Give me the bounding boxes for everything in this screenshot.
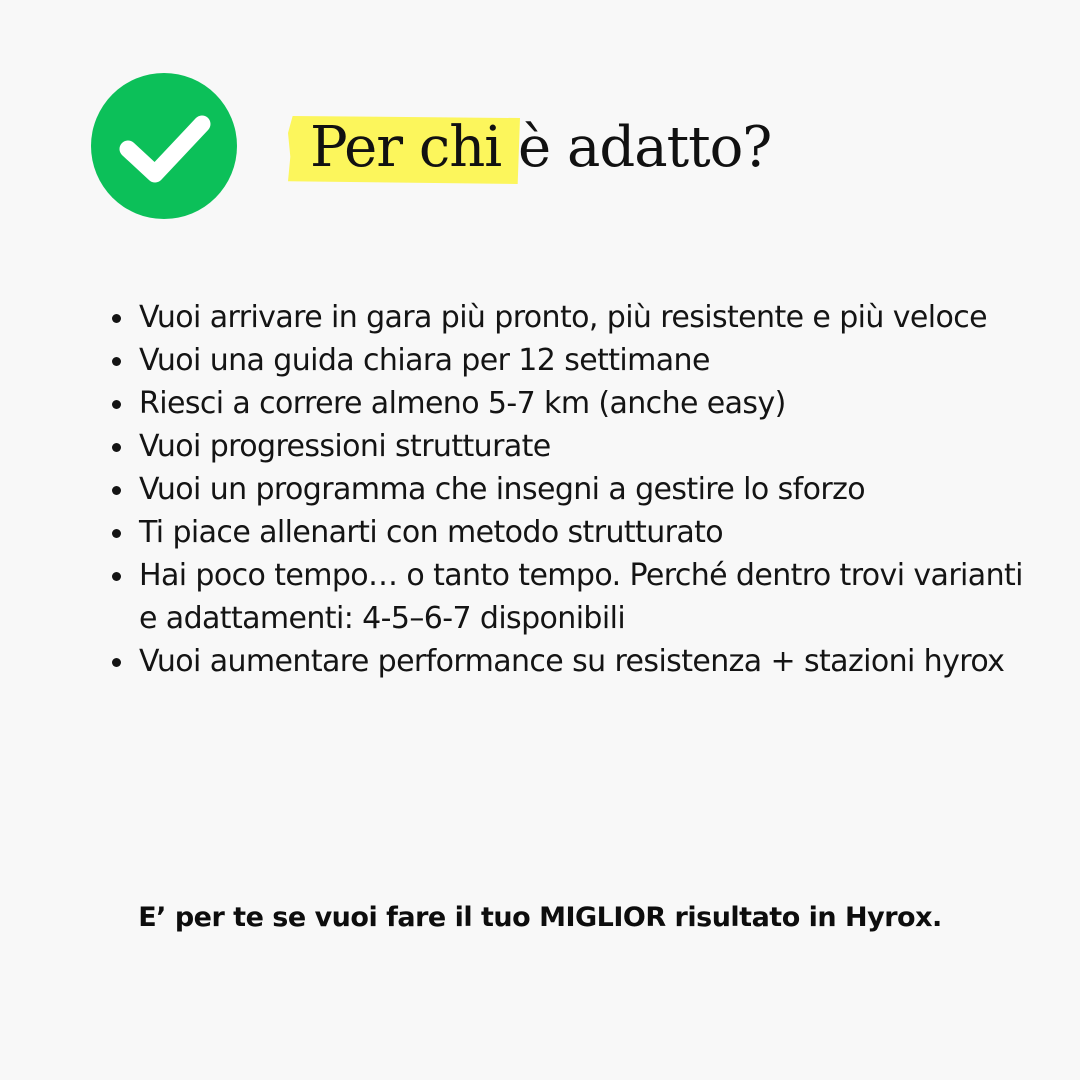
list-item-text: Riesci a correre almeno 5-7 km (anche easy) [139,386,786,421]
title-rest-text: è adatto? [501,115,772,180]
benefit-list [95,296,1035,683]
bullet-icon [112,357,121,366]
list-item [95,511,1035,554]
list-item-text: Hai poco tempo… o tanto tempo. Perché dentro trovi varianti e adattamenti: 4-5–6-7 disponibili [139,558,1023,636]
list-item [95,339,1035,382]
bullet-icon [112,443,121,452]
list-item [95,468,1035,511]
title-highlighted-text: Per chi [310,115,502,180]
list-item-text: Vuoi aumentare performance su resistenza + stazioni hyrox [139,644,1005,679]
list-item-text: Vuoi progressioni strutturate [139,429,551,464]
checkmark-icon [91,73,237,219]
title-text [310,112,771,184]
bullet-icon [112,314,121,323]
check-circle-icon [91,73,237,219]
closing-statement: E’ per te se vuoi fare il tuo MIGLIOR risultato in Hyrox. [138,902,942,933]
bullet-icon [112,529,121,538]
list-item-text: Vuoi un programma che insegni a gestire lo sforzo [139,472,865,507]
list-item-text: Vuoi arrivare in gara più pronto, più resistente e più veloce [139,300,987,335]
list-item [95,296,1035,339]
list-item [95,425,1035,468]
list-item [95,554,1035,640]
list-item [95,382,1035,425]
list-item-text: Vuoi una guida chiara per 12 settimane [139,343,710,378]
bullet-icon [112,572,121,581]
list-item [95,640,1035,683]
bullet-icon [112,486,121,495]
list-item-text: Ti piace allenarti con metodo strutturato [139,515,724,550]
bullet-icon [112,658,121,667]
bullet-icon [112,400,121,409]
page-title [288,112,808,184]
